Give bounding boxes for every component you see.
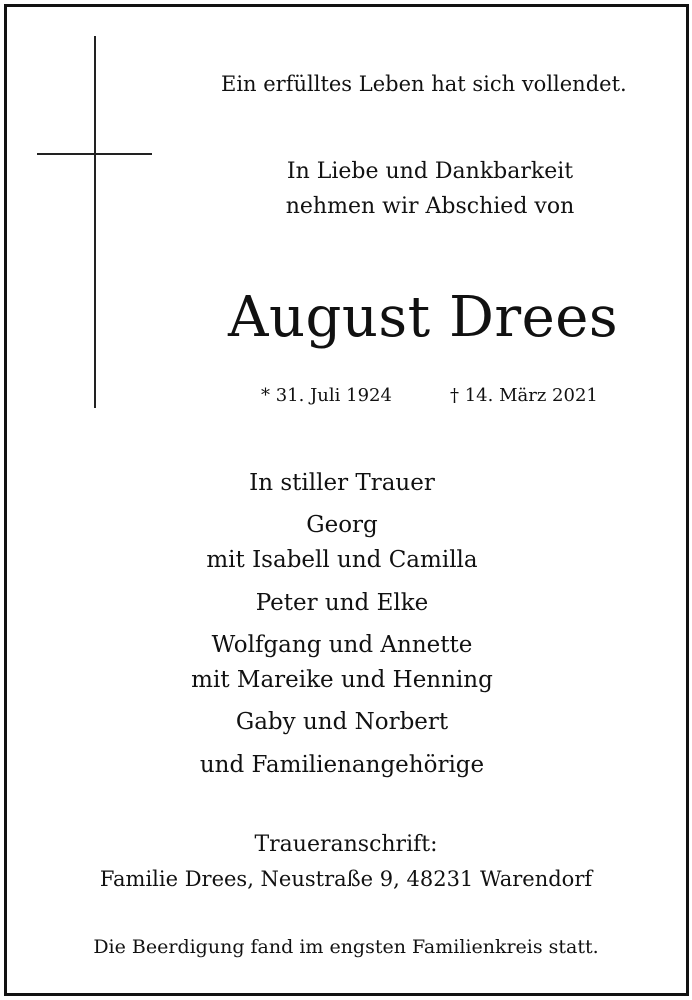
mourner-line: mit Mareike und Henning bbox=[191, 667, 493, 693]
birth-date: * 31. Juli 1924 bbox=[261, 385, 392, 406]
mourner-line: Gaby und Norbert bbox=[235, 709, 449, 735]
intro-text: Ein erfülltes Leben hat sich vollendet. bbox=[221, 72, 627, 96]
mourner-line: Peter und Elke bbox=[255, 590, 429, 616]
cross-vertical-bar bbox=[94, 36, 96, 408]
death-date: † 14. März 2021 bbox=[450, 385, 598, 406]
mourner-line: und Familienangehörige bbox=[199, 752, 485, 778]
address-value: Familie Drees, Neustraße 9, 48231 Warendorf bbox=[99, 867, 593, 891]
deceased-name: August Drees bbox=[228, 285, 619, 350]
mourner-line: mit Isabell und Camilla bbox=[206, 547, 478, 573]
mourner-line: Georg bbox=[306, 512, 378, 538]
closing-note: Die Beerdigung fand im engsten Familienkreis statt. bbox=[93, 936, 599, 958]
address-label: Traueranschrift: bbox=[254, 832, 438, 857]
cross-horizontal-bar bbox=[37, 153, 152, 155]
mourners-heading: In stiller Trauer bbox=[249, 470, 435, 496]
farewell-line-1: In Liebe und Dankbarkeit bbox=[286, 159, 574, 184]
mourner-line: Wolfgang und Annette bbox=[211, 632, 473, 658]
farewell-line-2: nehmen wir Abschied von bbox=[285, 194, 575, 219]
